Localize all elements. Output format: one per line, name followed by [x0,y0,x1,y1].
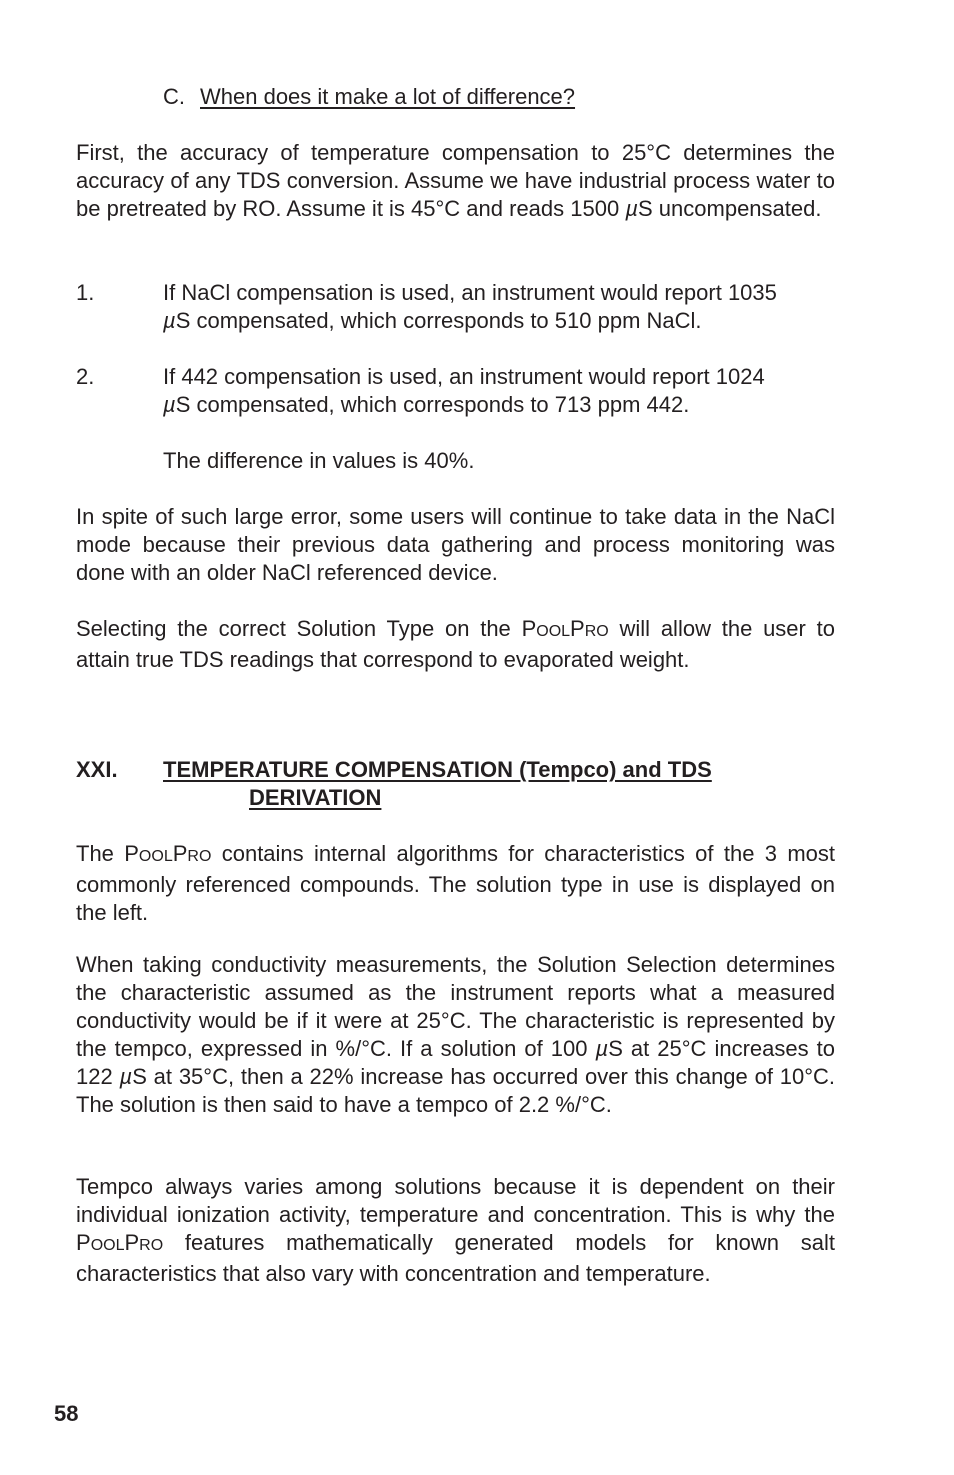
list-text: If 442 compensation is used, an instrument would report 1024 [163,364,765,389]
list-number: 1. [76,280,95,305]
difference-text: The difference in values is 40%. [163,448,475,473]
micro-symbol: µ [163,392,176,417]
section-heading [76,756,835,812]
list-item [76,279,835,335]
brand-name: POOLPRO [76,1230,164,1255]
paragraph-text: will allow the user to attain true TDS readings that correspond to evaporated weight. [76,616,835,672]
paragraph-text: The [76,841,125,866]
section-title-line2: DERIVATION [249,785,382,810]
list-text: S compensated, which corresponds to 713 ppm 442. [175,392,690,417]
page-number: 58 [54,1401,79,1426]
brand-name: POOLPRO [124,841,212,866]
micro-symbol: µ [163,308,176,333]
paragraph-text: Tempco always varies among solutions because it is dependent on their individual ionization activity, temperature and concentration. This is why the [76,1174,835,1227]
paragraph-algorithms [76,840,835,927]
list-number: 2. [76,364,95,389]
paragraph-large-error: In spite of such large error, some users will continue to take data in the NaCl mode because their previous data gathering and process monitoring was done with an older NaCl referenced device. [76,504,835,585]
section-number: XXI. [76,757,118,782]
paragraph-text: S at 35°C, then a 22% increase has occurred over this change of 10°C. The solution is then said to have a tempco of 2.2 %/°C. [76,1064,835,1117]
brand-name: POOLPRO [521,616,609,641]
micro-symbol: µ [625,196,639,221]
subsection-letter: C. [163,84,185,109]
subsection-title: When does it make a lot of difference? [200,84,576,109]
section-title-line1: TEMPERATURE COMPENSATION (Tempco) and TDS [163,757,712,782]
paragraph-tempco-definition [76,951,835,1119]
paragraph-tempco-varies [76,1173,835,1288]
paragraph-solution-type [76,615,835,674]
paragraph-text: First, the accuracy of temperature compensation to 25°C determines the accuracy of any TDS conversion. Assume we have industrial process water to be pretreated by RO. Assume it is 45°C and reads 1500 [76,140,835,221]
paragraph-text: contains internal algorithms for characteristics of the 3 most commonly referenced compounds. The solution type in use is displayed on the left. [76,841,835,925]
paragraph-text: features mathematically generated models for known salt characteristics that also vary with concentration and temperature. [76,1230,835,1286]
list-text: S compensated, which corresponds to 510 ppm NaCl. [175,308,702,333]
paragraph-accuracy [76,139,835,223]
paragraph-text: Selecting the correct Solution Type on the [76,616,522,641]
document-page [76,0,835,1475]
list-text: If NaCl compensation is used, an instrument would report 1035 [163,280,777,305]
paragraph-text: S uncompensated. [638,196,822,221]
micro-symbol: µ [595,1036,609,1061]
paragraph-text: S at 25°C increases to 122 [76,1036,835,1089]
list-item [76,363,835,419]
paragraph-text: When taking conductivity measurements, the Solution Selection determines the characteristic assumed as the instrument reports what a measured conductivity would be if it were at 25°C. The characteristic is represented by the tempco, expressed in %/°C. If a solution of 100 [76,952,835,1061]
micro-symbol: µ [119,1064,133,1089]
